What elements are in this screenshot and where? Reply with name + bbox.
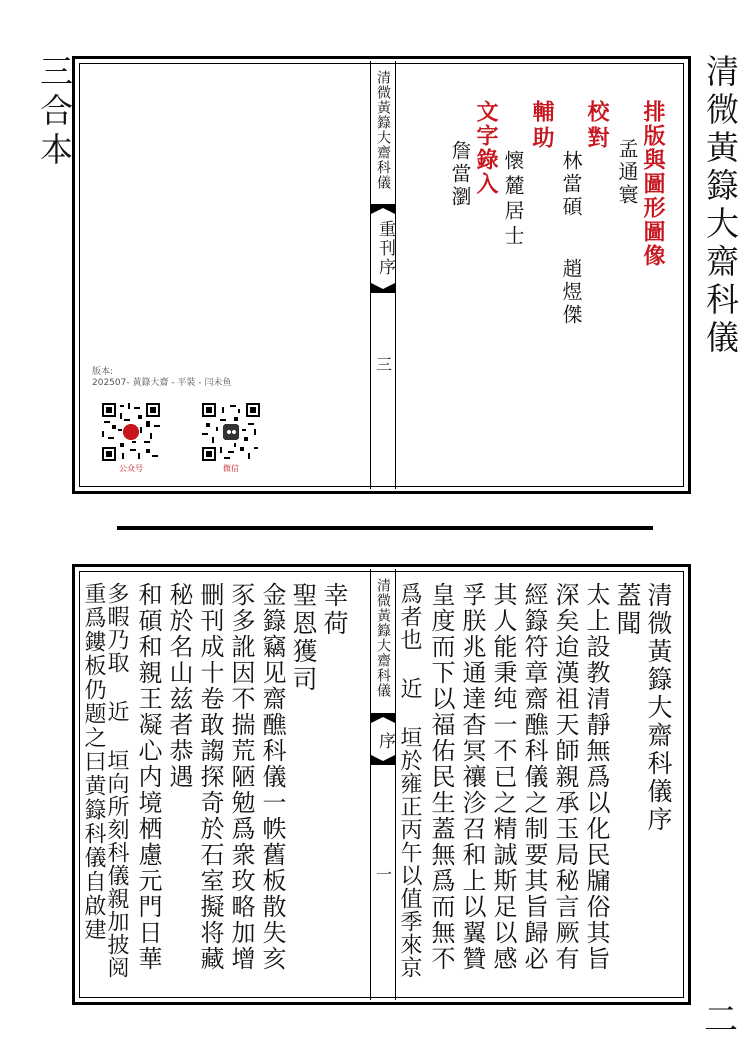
- side-title: 清微黃籙大齋科儀: [701, 54, 740, 358]
- credit-name-proofread-1: 林當碩: [559, 150, 583, 219]
- credit-role-proofread: 校對: [584, 100, 610, 152]
- top-spine-title: 清微黃籙大齋科儀: [375, 70, 391, 190]
- credit-role-typing: 文字錄入: [473, 100, 499, 196]
- text-col-left-6: 秘於名山兹者恭遇: [165, 582, 193, 790]
- top-spine-fishtail-upper: [371, 204, 395, 216]
- version-label: 版本:: [92, 367, 114, 377]
- qr-label-official: 公众号: [119, 464, 143, 473]
- text-col-left-2: 聖恩獲司: [289, 582, 318, 694]
- text-col-right-1: 清微黃籙大齋科儀序: [644, 582, 673, 834]
- bottom-spine-section: 序: [375, 732, 395, 749]
- text-col-left-5: 刪刊成十卷敢謅探奇於石室擬将藏: [196, 582, 224, 972]
- top-spine-fishtail-lower: [371, 283, 395, 295]
- bottom-spine-fishtail-upper: [371, 713, 395, 725]
- credit-name-assist: 懷麓居士: [501, 150, 525, 250]
- side-label: 三合本: [35, 54, 74, 171]
- text-col-right-5: 經籙符章齋醮科儀之制要其旨歸必: [520, 582, 548, 972]
- text-col-left-8: 多暇乃取 近 垣向所刻科儀親加披阅: [104, 582, 129, 979]
- credit-name-proofread-2: 趙煜傑: [559, 258, 583, 327]
- text-col-left-4: 豕多訛因不揣荒陋勉爲衆玫略加增: [227, 582, 255, 972]
- text-col-left-3: 金籙竊见齋醮科儀一帙舊板散失亥: [258, 582, 286, 972]
- text-col-right-4: 深矣迨漢祖天師親承玉局秘言厥有: [551, 582, 579, 972]
- spread-divider: [117, 526, 653, 530]
- credit-role-assist: 輔助: [529, 100, 555, 152]
- text-col-left-7: 和碩和親王凝心内境栖慮元門日華: [134, 582, 162, 972]
- qr-code-icon-wechat: [202, 403, 260, 461]
- credit-name-layout: 孟通寰: [615, 138, 639, 207]
- text-col-right-2: 蓋聞: [613, 582, 642, 638]
- qr-label-wechat: 微信: [223, 464, 239, 473]
- top-spine-section: 重刊序: [375, 220, 395, 277]
- text-col-right-9: 爲者也 近 垣於雍正丙午以值季來京: [397, 582, 422, 979]
- text-col-left-1: 幸荷: [320, 582, 349, 638]
- bottom-spine-fishtail-lower: [371, 755, 395, 767]
- qr-code-icon-official: [102, 403, 160, 461]
- credit-role-layout: 排版與圖形圖像: [640, 100, 666, 268]
- bottom-spine-page: 一: [376, 865, 393, 884]
- text-col-right-6: 其人能秉纯一不已之精誠斯足以感: [489, 582, 517, 972]
- version-text: 202507- 黃籙大齋 - 平裝 - 闫未鱼: [92, 378, 232, 388]
- text-col-right-8: 皇度而下以福佑民生蓋無爲而無不: [427, 582, 455, 972]
- text-col-left-9: 重爲鏤板仍题之曰黄籙科儀自啟建: [81, 582, 106, 942]
- bottom-spine-title: 清微黃籙大齋科儀: [375, 578, 391, 698]
- top-spine-page: 三: [376, 355, 393, 374]
- credit-name-typing: 詹當瀏: [448, 140, 472, 209]
- text-col-right-3: 太上設教清靜無爲以化民牖俗其旨: [582, 582, 610, 972]
- text-col-right-7: 孚朕兆通達杳冥禳沴召和上以翼贊: [458, 582, 486, 972]
- page-number: 二: [704, 1000, 738, 1040]
